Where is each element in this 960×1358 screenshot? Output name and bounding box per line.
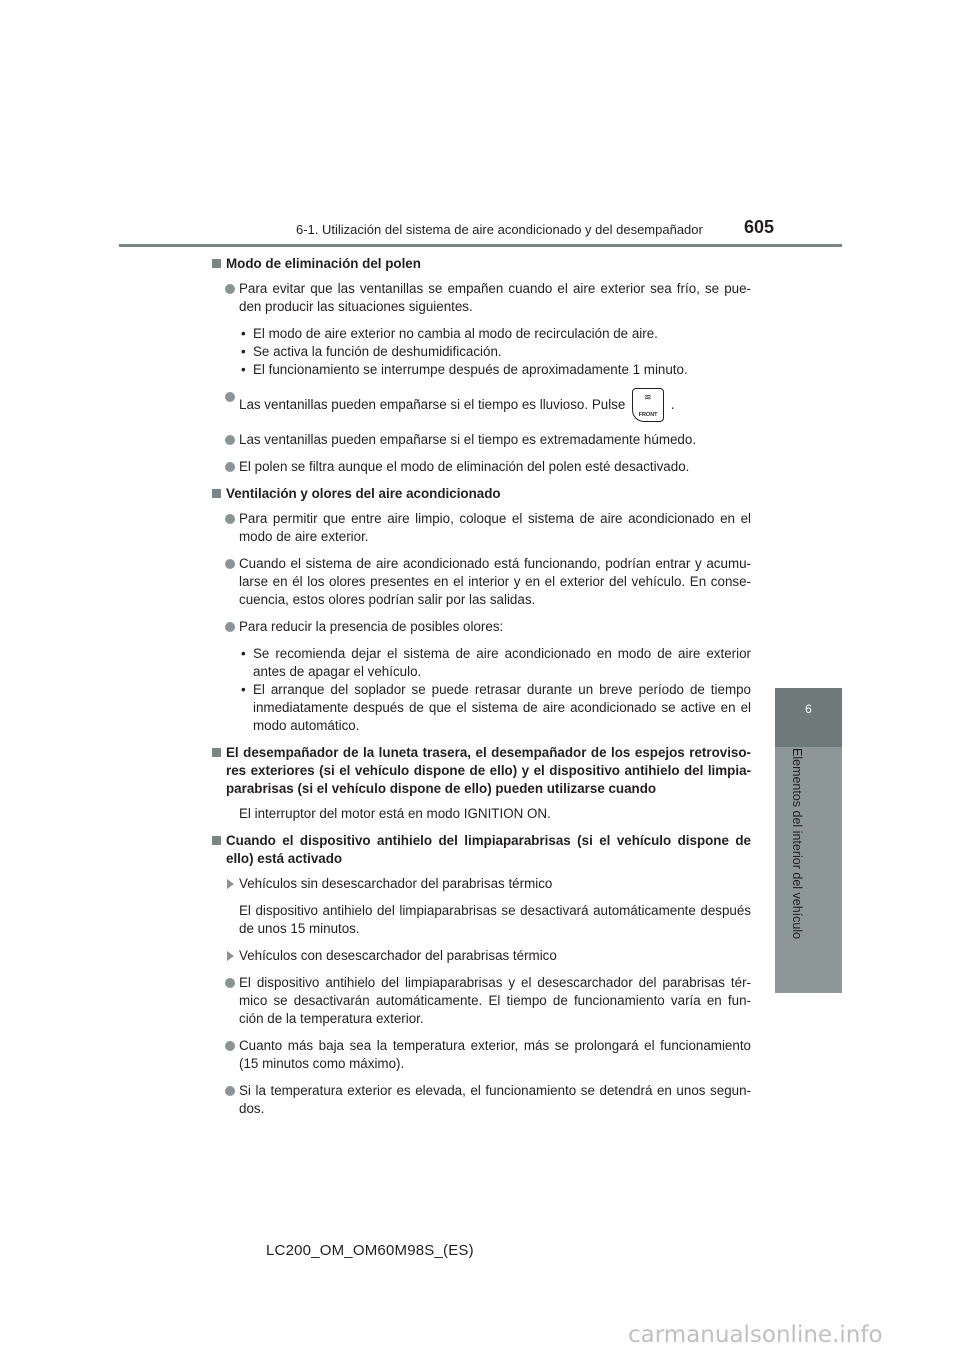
header-rule	[119, 244, 842, 247]
arrow-item: Vehículos con desescarchador del parabrisas térmico	[211, 947, 751, 965]
chapter-tab-strip	[775, 747, 842, 993]
document-code: LC200_OM_OM60M98S_(ES)	[266, 1242, 474, 1259]
bullet-text: Las ventanillas pueden empañarse si el tiempo es lluvioso. Pulse	[239, 397, 626, 412]
page-number: 605	[744, 217, 775, 237]
bullet-item: Para reducir la presencia de posibles olores:	[211, 618, 751, 636]
bullet-item: El polen se filtra aunque el modo de eliminación del polen esté desactivado.	[211, 458, 751, 476]
sub-list	[211, 645, 751, 735]
bullet-item: Las ventanillas pueden empañarse si el tiempo es extremadamente húmedo.	[211, 431, 751, 449]
bullet-item: Para evitar que las ventanillas se empañen cuando el aire exterior sea frío, se pue-den producir las situaciones siguientes.	[211, 280, 751, 316]
front-defogger-button-icon	[632, 388, 664, 422]
paragraph: El dispositivo antihielo del limpiaparabrisas se desactivará automáticamente después de unos 15 minutos.	[239, 903, 751, 937]
windshield-defog-icon: ≋	[644, 392, 652, 403]
sub-item: • El funcionamiento se interrumpe después de aproximadamente 1 minuto.	[211, 361, 751, 379]
bullet-item: El dispositivo antihielo del limpiaparabrisas y el desescarchador del parabrisas tér-mico se desactivarán automáticamente. El tiempo de funcionamiento varía en fun-ción de la temperatura exterior.	[211, 974, 751, 1028]
bullet-item: Si la temperatura exterior es elevada, el funcionamiento se detendrá en unos segun-dos.	[211, 1082, 751, 1118]
bullet-item-with-button	[211, 388, 751, 422]
bullet-item: Para permitir que entre aire limpio, coloque el sistema de aire acondicionado en el modo de aire exterior.	[211, 510, 751, 546]
sub-item: • El arranque del soplador se puede retrasar durante un breve período de tiempo inmediatamente después de que el sistema de aire acondicionado se active en el modo automático.	[211, 681, 751, 735]
chapter-number: 6	[805, 702, 812, 716]
front-button-label: FRONT	[638, 412, 658, 419]
sub-item: • El modo de aire exterior no cambia al modo de recirculación de aire.	[211, 325, 751, 343]
section-title: 6-1. Utilización del sistema de aire acondicionado y del desempañador	[296, 222, 703, 237]
heading-ventilacion: Ventilación y olores del aire acondicionado	[211, 485, 751, 503]
chapter-label: Elementos del interior del vehículo	[790, 748, 804, 940]
watermark: carmanualsonline.info	[628, 1322, 883, 1348]
arrow-item: Vehículos sin desescarchador del parabrisas térmico	[211, 875, 751, 893]
sub-list	[211, 325, 751, 379]
paragraph: El interruptor del motor está en modo IGNITION ON.	[239, 806, 551, 822]
sub-item: • Se activa la función de deshumidificación.	[211, 343, 751, 361]
chapter-tab[interactable]	[775, 688, 842, 747]
bullet-item: Cuanto más baja sea la temperatura exterior, más se prolongará el funcionamiento (15 minutos como máximo).	[211, 1037, 751, 1073]
heading-antihielo: Cuando el dispositivo antihielo del limpiaparabrisas (si el vehículo dispone de ello) está activado	[211, 832, 751, 868]
page-content	[211, 255, 751, 1127]
bullet-item: Cuando el sistema de aire acondicionado está funcionando, podrían entrar y acumu-larse en él los olores presentes en el interior y en el exterior del vehículo. En conse-cuencia, estos olores podrían salir por las salidas.	[211, 555, 751, 609]
bullet-text-end: .	[670, 397, 675, 412]
sub-item: • Se recomienda dejar el sistema de aire acondicionado en modo de aire exterior antes de apagar el vehículo.	[211, 645, 751, 681]
heading-polen: Modo de eliminación del polen	[211, 255, 751, 273]
heading-desempanador: El desempañador de la luneta trasera, el desempañador de los espejos retroviso-res exteriores (si el vehículo dispone de ello) y el dispositivo antihielo del limpia-parabrisas (si el vehículo dispone de ello) pueden utilizarse cuando	[211, 744, 751, 798]
